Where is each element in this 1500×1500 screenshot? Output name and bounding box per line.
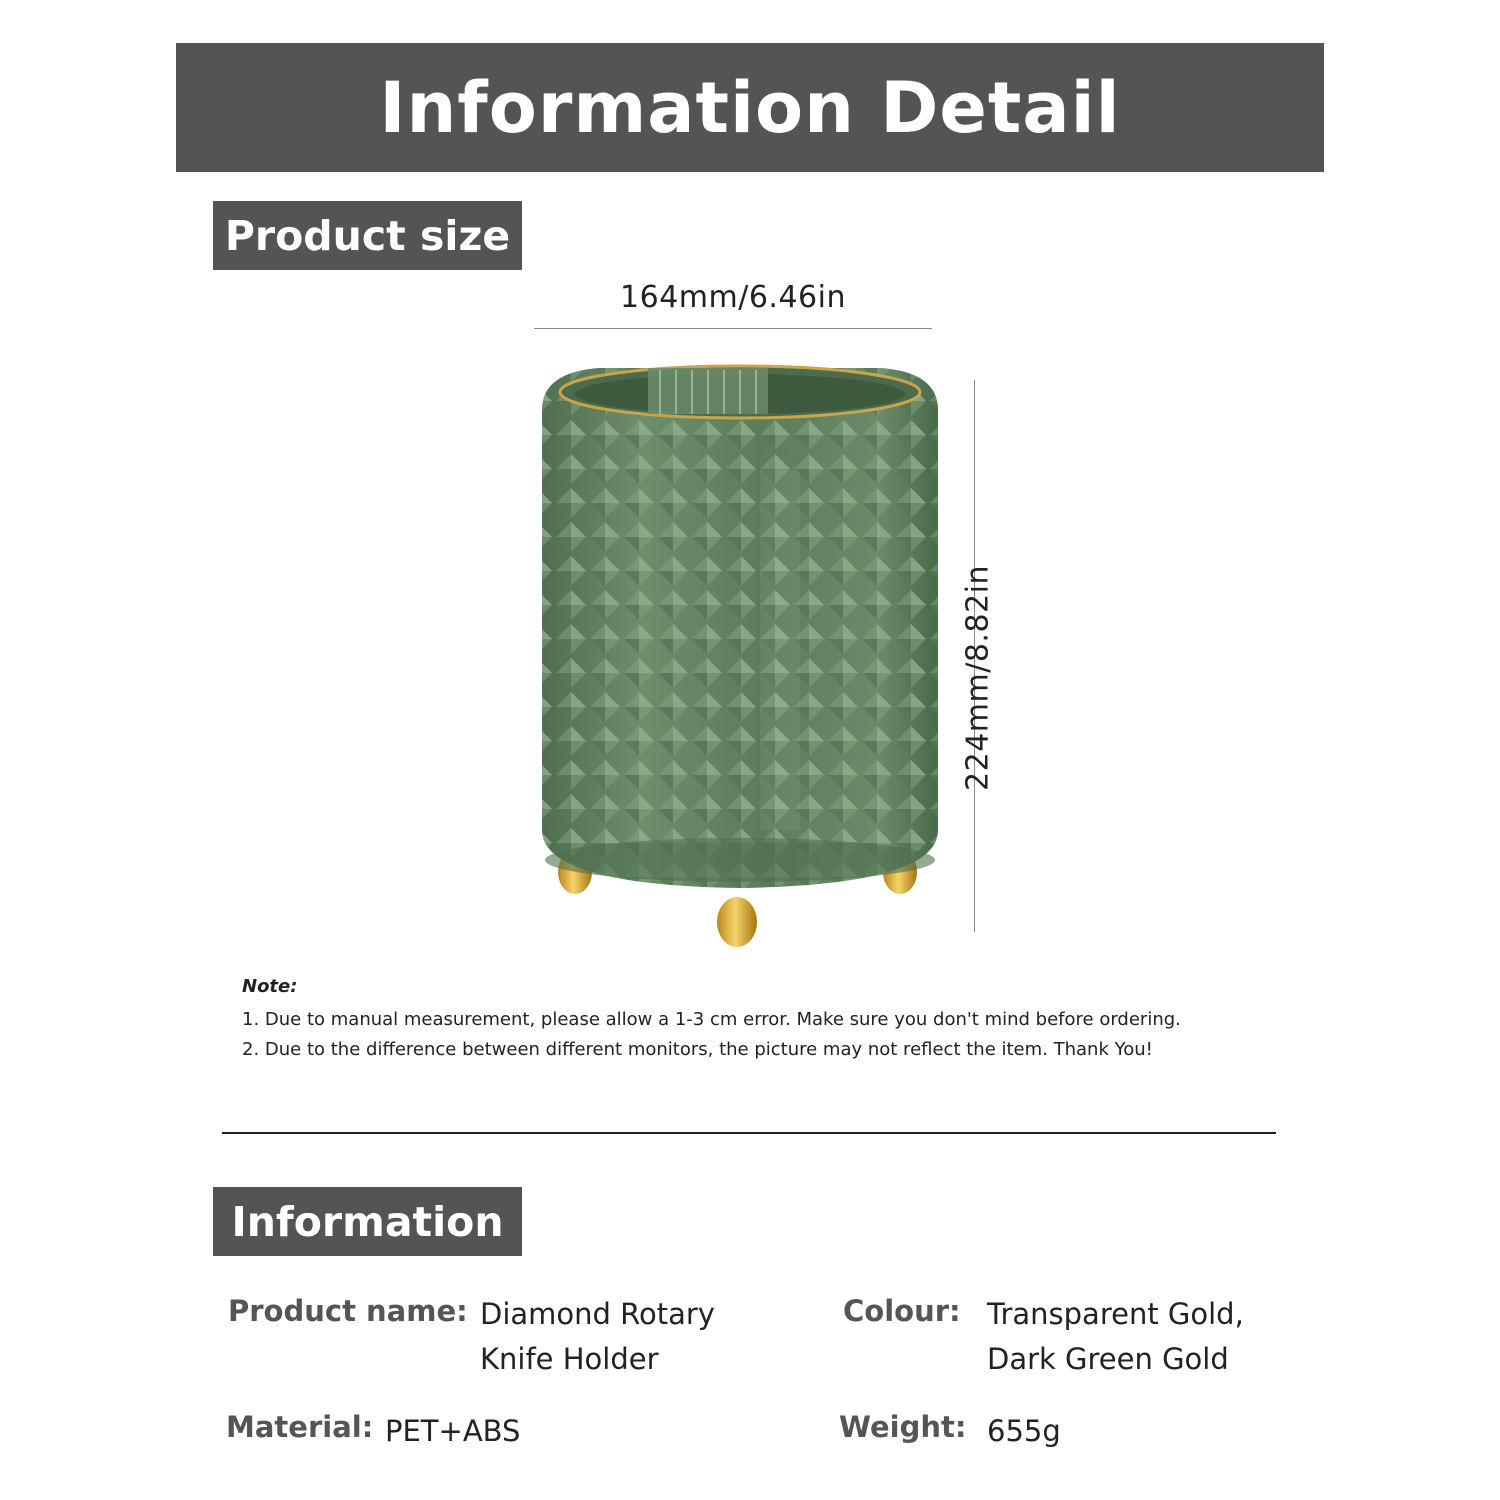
section-divider: [222, 1132, 1276, 1134]
product-size-label: Product size: [213, 201, 522, 270]
product-name-value: [480, 1292, 715, 1382]
material-key: Material:: [226, 1410, 374, 1444]
knife-holder-image: [520, 350, 960, 950]
width-dimension-line: [534, 328, 932, 329]
product-name-line-1: Diamond Rotary: [480, 1297, 715, 1331]
product-name-line-2: Knife Holder: [480, 1342, 659, 1376]
weight-key: Weight:: [839, 1410, 967, 1444]
note-line-2: 2. Due to the difference between different monitors, the picture may not reflect the item. Thank You!: [242, 1039, 1153, 1060]
information-label: Information: [213, 1187, 522, 1256]
gold-foot-center: [717, 897, 757, 947]
header-banner: [176, 43, 1324, 172]
note-block: [242, 976, 1342, 1065]
page-title: Information Detail: [379, 66, 1121, 149]
note-line-1: 1. Due to manual measurement, please allow a 1-3 cm error. Make sure you don't mind before ordering.: [242, 1009, 1181, 1030]
material-value: PET+ABS: [385, 1414, 521, 1448]
colour-line-2: Dark Green Gold: [987, 1342, 1229, 1376]
width-dimension: 164mm/6.46in: [620, 280, 846, 315]
colour-line-1: Transparent Gold,: [987, 1297, 1244, 1331]
product-name-key: Product name:: [228, 1294, 468, 1328]
note-title: Note:: [242, 976, 298, 997]
colour-value: [987, 1292, 1244, 1382]
weight-value: 655g: [987, 1414, 1061, 1448]
height-dimension-text: 224mm/8.82in: [960, 565, 996, 791]
colour-key: Colour:: [843, 1294, 961, 1328]
